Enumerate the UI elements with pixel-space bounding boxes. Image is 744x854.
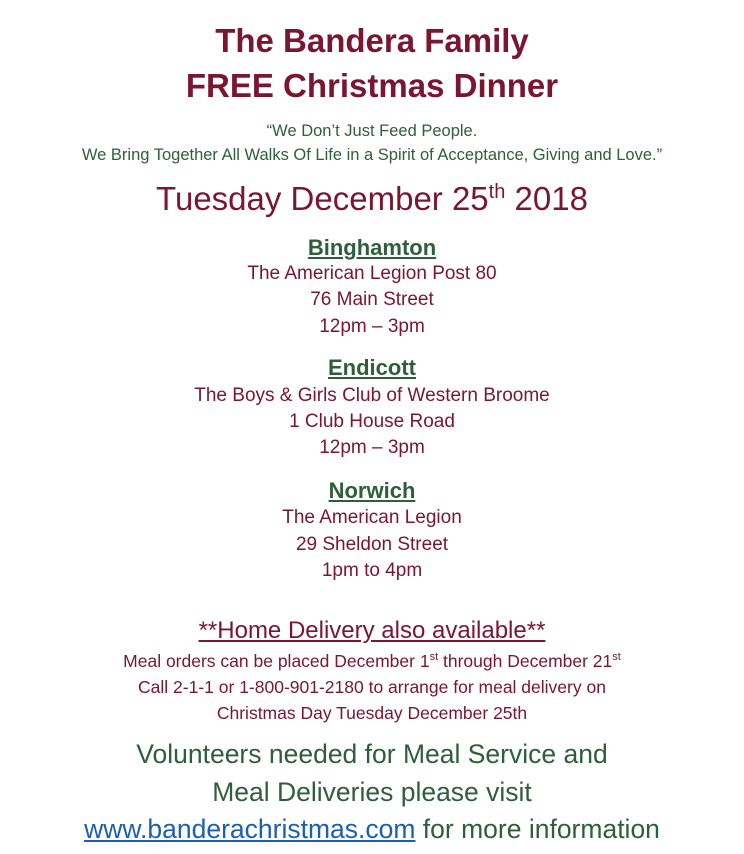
location-city-norwich: Norwich: [328, 478, 416, 503]
event-date: [0, 180, 744, 218]
title-line-1: The Bandera Family: [215, 22, 529, 59]
delivery-sup-1: st: [429, 651, 439, 664]
delivery-line-1: [0, 649, 744, 673]
website-link[interactable]: www.banderachristmas.com: [84, 814, 416, 844]
location-address-norwich: 29 Sheldon Street: [295, 534, 449, 555]
location-address-endicott: 1 Club House Road: [289, 411, 455, 432]
delivery-sup-2: st: [612, 651, 621, 664]
event-date-main: Tuesday December 25: [156, 180, 489, 217]
volunteers-line-3-rest: for more information: [415, 814, 660, 844]
location-city-endicott: Endicott: [328, 355, 416, 380]
location-hours-endicott: 12pm – 3pm: [319, 437, 425, 458]
location-hours-binghamton: 12pm – 3pm: [319, 316, 425, 337]
location-address-binghamton: 76 Main Street: [310, 289, 434, 310]
delivery-line-1-a: Meal orders can be placed December 1: [123, 651, 430, 671]
quote-line-2: We Bring Together All Walks Of Life in a Spirit of Acceptance, Giving and Love.”: [81, 146, 663, 164]
title-line-2: FREE Christmas Dinner: [185, 67, 559, 104]
location-city-binghamton: Binghamton: [307, 235, 437, 260]
delivery-line-3: Christmas Day Tuesday December 25th: [216, 703, 528, 723]
delivery-heading: **Home Delivery also available**: [198, 617, 546, 644]
event-date-year: 2018: [505, 180, 588, 217]
location-hours-norwich: 1pm to 4pm: [321, 560, 423, 581]
delivery-line-1-b: through December 21: [438, 651, 613, 671]
location-venue-endicott: The Boys & Girls Club of Western Broome: [194, 385, 550, 406]
volunteers-line-1: Volunteers needed for Meal Service and: [136, 739, 608, 769]
quote-line-1: “We Don’t Just Feed People.: [266, 122, 478, 140]
volunteers-line-2: Meal Deliveries please visit: [212, 777, 532, 807]
event-date-suffix: th: [488, 181, 506, 203]
location-venue-binghamton: The American Legion Post 80: [247, 263, 497, 284]
volunteers-line-3: [0, 811, 744, 848]
location-venue-norwich: The American Legion: [282, 507, 462, 528]
delivery-line-2: Call 2-1-1 or 1-800-901-2180 to arrange for meal delivery on: [138, 677, 606, 697]
